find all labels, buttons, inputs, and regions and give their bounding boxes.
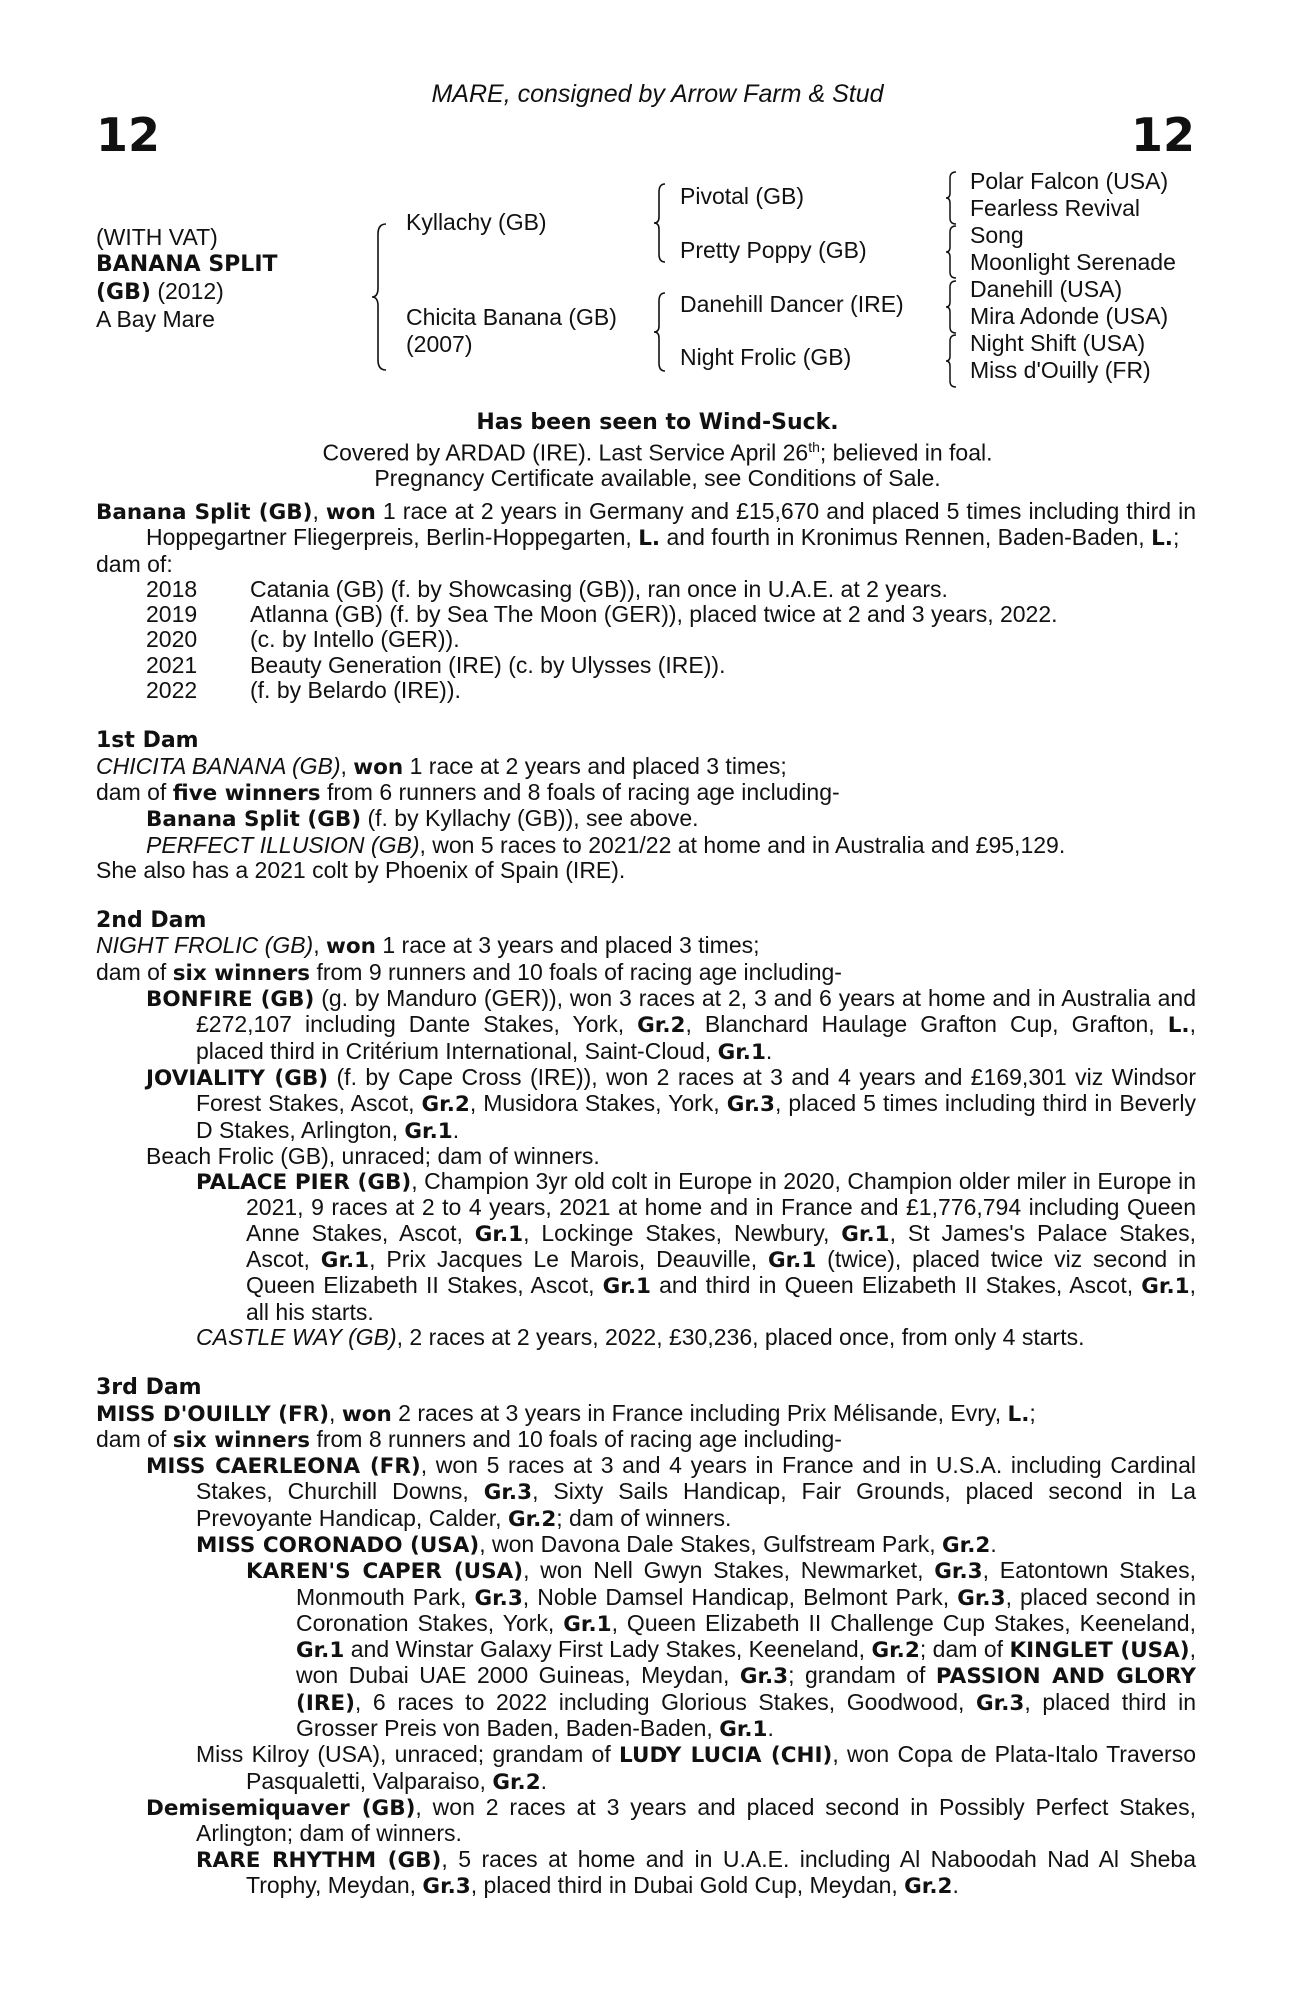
text: (f. by Cape Cross (IRE)), won 2 races at 3 and 4 years and £169,301 viz Windsor Forest Stakes, Ascot, [196,1063,1196,1117]
text: . [767,1715,774,1742]
pedigree-dam-name: Chicita Banana (GB) [406,304,617,330]
covering-text-end: ; believed in foal. [819,439,993,466]
pedigree-gen3-6: Mira Adonde (USA) [970,303,1169,329]
progeny-text: (c. by Intello (GER)). [250,626,460,653]
third-dam-winners: six winners [172,1427,311,1453]
progeny-year: 2019 [146,601,198,628]
horse-year: (2012) [150,278,224,304]
progeny-name: KINGLET (USA) [1009,1638,1190,1664]
text: , won 2 races at 3 years and placed second in Possibly Perfect Stakes, Arlington; dam of winners. [196,1793,1196,1847]
text: (twice), placed twice viz second in Queen Elizabeth II Stakes, Ascot, [246,1246,1196,1299]
grade: Gr.2 [942,1532,991,1558]
text: , Eatontown Stakes, Monmouth Park, [296,1557,1196,1610]
karens-caper-entry [96,1558,1196,1742]
progeny-detail: , won 5 races to 2021/22 at home and in Australia and £95,129. [419,831,1066,858]
progeny-name: RARE RHYTHM (GB) [196,1847,442,1873]
progeny-name: JOVIALITY (GB) [146,1065,329,1091]
covering-sup: th [808,439,820,455]
text: , all his starts. [246,1272,1196,1325]
covering-notes [0,410,1315,491]
progeny-name: BONFIRE (GB) [146,987,315,1013]
pedigree-brace-gen2-top [652,182,668,264]
vat-note: (WITH VAT) [96,224,218,250]
first-dam-heading: 1st Dam [96,728,199,754]
miss-caerleona-entry [96,1453,1196,1532]
text: , placed third in Critérium International, Saint-Cloud, [196,1011,1196,1064]
first-dam-of: dam of [96,778,173,805]
pedigree-gen3-1: Polar Falcon (USA) [970,168,1169,194]
progeny-name: MISS CORONADO (USA) [196,1532,480,1558]
rare-rhythm-entry [96,1847,1196,1900]
own-text-b: and fourth in Kronimus Rennen, Baden-Baden, [660,524,1152,551]
third-dam-of-rest: from 8 runners and 10 foals of racing age including- [310,1425,842,1452]
pedigree-brace-gen3-1 [944,170,958,226]
progeny-detail: (f. by Kyllachy (GB)), see above. [361,805,699,832]
consignor-line: MARE, consigned by Arrow Farm & Stud [431,80,884,108]
own-record-paragraph: Banana Split (GB), won 1 race at 2 years in Germany and £15,670 and placed 5 times including third in Hoppegartner Fliegerpreis, Berlin-Hoppegarten, L. and fourth in Kronimus Rennen, Baden-Baden, L.; [96,498,1197,552]
grade: Gr.1 [767,1248,817,1274]
progeny-name: Demisemiquaver (GB) [146,1795,416,1821]
progeny-name: KAREN'S CAPER (USA) [246,1559,524,1585]
text: , Musidora Stakes, York, [469,1090,727,1117]
third-dam-heading: 3rd Dam [96,1375,202,1401]
grade: Gr.2 [904,1873,953,1899]
grade: Gr.2 [871,1638,920,1664]
grade: Gr.2 [492,1769,541,1795]
second-dam-produce [96,960,1196,986]
text: , placed third in Dubai Gold Cup, Meydan, [470,1871,905,1898]
pedigree-sire-sire: Pivotal (GB) [680,183,804,209]
lot-number-right: 12 [1130,108,1195,162]
pedigree-gen3-8: Miss d'Ouilly (FR) [970,357,1151,383]
text: , won Davona Dale Stakes, Gulfstream Park, [479,1530,943,1557]
text: and Winstar Galaxy First Lady Stakes, Keeneland, [344,1636,872,1663]
text: , Sixty Sails Handicap, Fair Grounds, placed second in La Prevoyante Handicap, Calder, [196,1478,1196,1531]
progeny-name: LUDY LUCIA (CHI) [619,1743,833,1769]
own-text-c: ; [1172,524,1180,551]
dam-of-label: dam of: [96,550,173,577]
third-dam-name: MISS D'OUILLY (FR) [96,1401,330,1427]
text: (g. by Manduro (GER)), won 3 races at 2, 3 and 6 years at home and in Australia and £272,107 including Dante Stakes, York, [196,985,1196,1038]
text: , placed second in Coronation Stakes, York, [296,1583,1196,1636]
horse-name: BANANA SPLIT [96,252,278,277]
pedigree-brace-gen1 [370,222,390,372]
pedigree-gen3-5: Danehill (USA) [970,276,1123,302]
grade: Gr.1 [602,1274,651,1300]
grade: Gr.3 [976,1690,1025,1716]
palace-pier-entry [96,1169,1196,1325]
first-dam-also: She also has a 2021 colt by Phoenix of Spain (IRE). [96,856,626,883]
grade: Gr.1 [563,1611,612,1637]
grade: Gr.3 [739,1664,789,1690]
progeny-text: (f. by Belardo (IRE)). [250,677,461,704]
text: , Blanchard Haulage Grafton Cup, Grafton, [685,1011,1168,1038]
second-dam-name: NIGHT FROLIC (GB) [96,932,314,959]
progeny-name: Banana Split (GB) [146,807,362,833]
pedigree-gen3-3: Song [970,222,1024,248]
pedigree-brace-gen3-4 [944,333,958,389]
grade: Gr.2 [421,1092,470,1118]
pedigree-dam-dam: Night Frolic (GB) [680,344,852,370]
horse-origin-year [96,278,278,306]
covering-line [0,435,1315,466]
pedigree-sire: Kyllachy (GB) [406,209,547,235]
pedigree-brace-gen3-3 [944,279,958,335]
grade: Gr.1 [320,1248,370,1274]
text: , Prix Jacques Le Marois, Deauville, [369,1246,768,1273]
grade: Gr.2 [637,1013,686,1039]
progeny-year: 2022 [146,677,198,704]
third-dam-produce [96,1427,1196,1453]
own-text-a: 1 race at 2 years in Germany and £15,670 and placed 5 times including third in Hoppegartner Fliegerpreis, Berlin-Hoppegarten, [146,498,1197,551]
progeny-name: PALACE PIER (GB) [196,1170,412,1196]
grade: Gr.3 [726,1092,775,1118]
bonfire-entry [96,986,1196,1065]
text: , Champion 3yr old colt in Europe in 2020, Champion older miler in Europe in 2021, 9 races at 2 to 4 years, 2021 at home and in France and £1,776,794 including Queen Anne Stakes, Ascot, [246,1168,1196,1246]
first-dam-won: won [353,754,404,780]
text: , 2 races at 2 years, 2022, £30,236, placed once, from only 4 starts. [396,1323,1085,1350]
text: , St James's Palace Stakes, Ascot, [246,1219,1196,1273]
first-dam-progeny-1 [96,806,1196,832]
grade: Gr.2 [507,1506,557,1532]
demisemiquaver-entry [96,1795,1196,1847]
progeny-name: PERFECT ILLUSION (GB) [146,831,420,858]
pedigree-brace-gen3-2 [944,224,958,280]
pedigree-dam-sire: Danehill Dancer (IRE) [680,291,904,317]
grade: Gr.1 [296,1638,345,1664]
text: . [540,1767,548,1794]
first-dam-of-rest: from 6 runners and 8 foals of racing age including- [320,778,840,805]
text: Miss Kilroy (USA), unraced; grandam of [196,1741,620,1768]
text: , won Nell Gwyn Stakes, Newmarket, [523,1557,935,1584]
second-dam-text: 1 race at 3 years and placed 3 times; [375,932,760,959]
pedigree-gen3-4: Moonlight Serenade [970,249,1176,275]
text: , placed third in Grosser Preis von Baden, Baden-Baden, [296,1688,1196,1742]
progeny-name: PASSION AND GLORY (IRE) [296,1664,1196,1716]
second-dam-won: won [326,934,376,960]
horse-identity [96,224,278,333]
text: , Noble Damsel Handicap, Belmont Park, [522,1583,958,1610]
pedigree-sire-dam: Pretty Poppy (GB) [680,237,867,263]
own-listed-2: L. [1151,526,1173,552]
progeny-year: 2021 [146,651,198,678]
text: . [990,1530,997,1557]
own-won: won [325,500,376,525]
text: ; dam of winners. [556,1504,732,1531]
own-name: Banana Split (GB) [96,500,313,525]
text: , 5 races at home and in U.A.E. including Al Naboodah Nad Al Sheba Trophy, Meydan, [246,1845,1196,1898]
text: . [452,1116,460,1143]
pregnancy-line: Pregnancy Certificate available, see Conditions of Sale. [374,464,941,491]
grade: Gr.1 [841,1221,890,1247]
progeny-year: 2018 [146,575,198,602]
second-dam-winners: six winners [172,960,311,986]
text: , placed 5 times including third in Beverly D Stakes, Arlington, [196,1090,1197,1143]
text: , 6 races to 2022 including Glorious Stakes, Goodwood, [354,1688,977,1715]
first-dam-produce [96,780,1196,806]
text: ; dam of [919,1636,1010,1663]
grade: Gr.1 [1141,1274,1190,1300]
progeny-name: CASTLE WAY (GB) [196,1323,397,1350]
race-record-body [96,499,1196,1899]
grade: Gr.3 [422,1873,471,1899]
first-dam-name: CHICITA BANANA (GB) [96,752,341,779]
miss-coronado-entry [96,1532,1196,1558]
third-dam-record: MISS D'OUILLY (FR), won 2 races at 3 years in France including Prix Mélisande, Evry, L.; [96,1399,1036,1427]
progeny-text: Catania (GB) (f. by Showcasing (GB)), ran once in U.A.E. at 2 years. [250,575,948,602]
lot-number-left: 12 [96,108,161,162]
horse-country: (GB) [96,280,151,305]
wind-suck-warning: Has been seen to Wind-Suck. [476,410,839,435]
pedigree-dam-year: (2007) [406,331,473,357]
pedigree-gen3-7: Night Shift (USA) [970,330,1146,356]
third-dam-of: dam of [96,1425,173,1452]
pedigree-gen3-list [970,168,1176,384]
third-dam-won: won [341,1401,392,1427]
progeny-text: Beauty Generation (IRE) (c. by Ulysses (IRE)). [250,651,726,678]
grade: Gr.3 [957,1585,1006,1611]
grade: Gr.1 [719,1717,768,1743]
progeny-text: Atlanna (GB) (f. by Sea The Moon (GER)), placed twice at 2 and 3 years, 2022. [250,601,1058,628]
text: ; grandam of [788,1662,936,1689]
horse-description: A Bay Mare [96,306,215,332]
first-dam-text: 1 race at 2 years and placed 3 times; [403,752,787,779]
text: . [765,1037,773,1064]
miss-kilroy-entry [96,1742,1196,1795]
pedigree-brace-gen2-bottom [652,291,668,373]
second-dam-heading: 2nd Dam [96,908,207,934]
covering-text: Covered by ARDAD (IRE). Last Service April 26 [322,439,809,466]
progeny-name: MISS CAERLEONA (FR) [146,1454,421,1480]
text: and third in Queen Elizabeth II Stakes, Ascot, [650,1272,1142,1299]
text: , Lockinge Stakes, Newbury, [523,1219,842,1246]
grade: Gr.3 [483,1480,533,1506]
second-dam-of: dam of [96,958,173,985]
second-dam-of-rest: from 9 runners and 10 foals of racing age including- [310,958,842,985]
text: ; [1029,1399,1036,1426]
progeny-year: 2020 [146,626,198,653]
first-dam-progeny-2 [96,833,1196,858]
text: 2 races at 3 years in France including Prix Mélisande, Evry, [391,1399,1008,1426]
text: , won 5 races at 3 and 4 years in France and in U.S.A. including Cardinal Stakes, Churchill Downs, [196,1452,1196,1505]
text: , won Dubai UAE 2000 Guineas, Meydan, [296,1636,1197,1689]
own-listed-1: L. [638,526,661,552]
pedigree-gen3-2: Fearless Revival [970,195,1140,221]
grade: Gr.1 [404,1118,453,1144]
first-dam-record: CHICITA BANANA (GB), won 1 race at 2 years and placed 3 times; [96,752,787,780]
grade: L. [1167,1013,1190,1039]
grade: Gr.1 [474,1221,524,1247]
text: , Queen Elizabeth II Challenge Cup Stakes, Keeneland, [611,1609,1196,1636]
first-dam-winners: five winners [172,780,321,806]
grade: L. [1007,1401,1030,1427]
progeny-list [96,577,1196,703]
text: , won Copa de Plata-Italo Traverso Pasqualetti, Valparaiso, [246,1741,1196,1794]
grade: Gr.3 [934,1559,983,1585]
beach-frolic-entry: Beach Frolic (GB), unraced; dam of winners. [146,1142,600,1169]
text: . [952,1871,959,1898]
joviality-entry [96,1065,1196,1144]
second-dam-record: NIGHT FROLIC (GB), won 1 race at 3 years and placed 3 times; [96,932,760,960]
castle-way-entry [96,1325,1196,1350]
pedigree-dam [406,304,617,358]
grade: Gr.3 [474,1585,523,1611]
grade: Gr.1 [717,1039,766,1065]
